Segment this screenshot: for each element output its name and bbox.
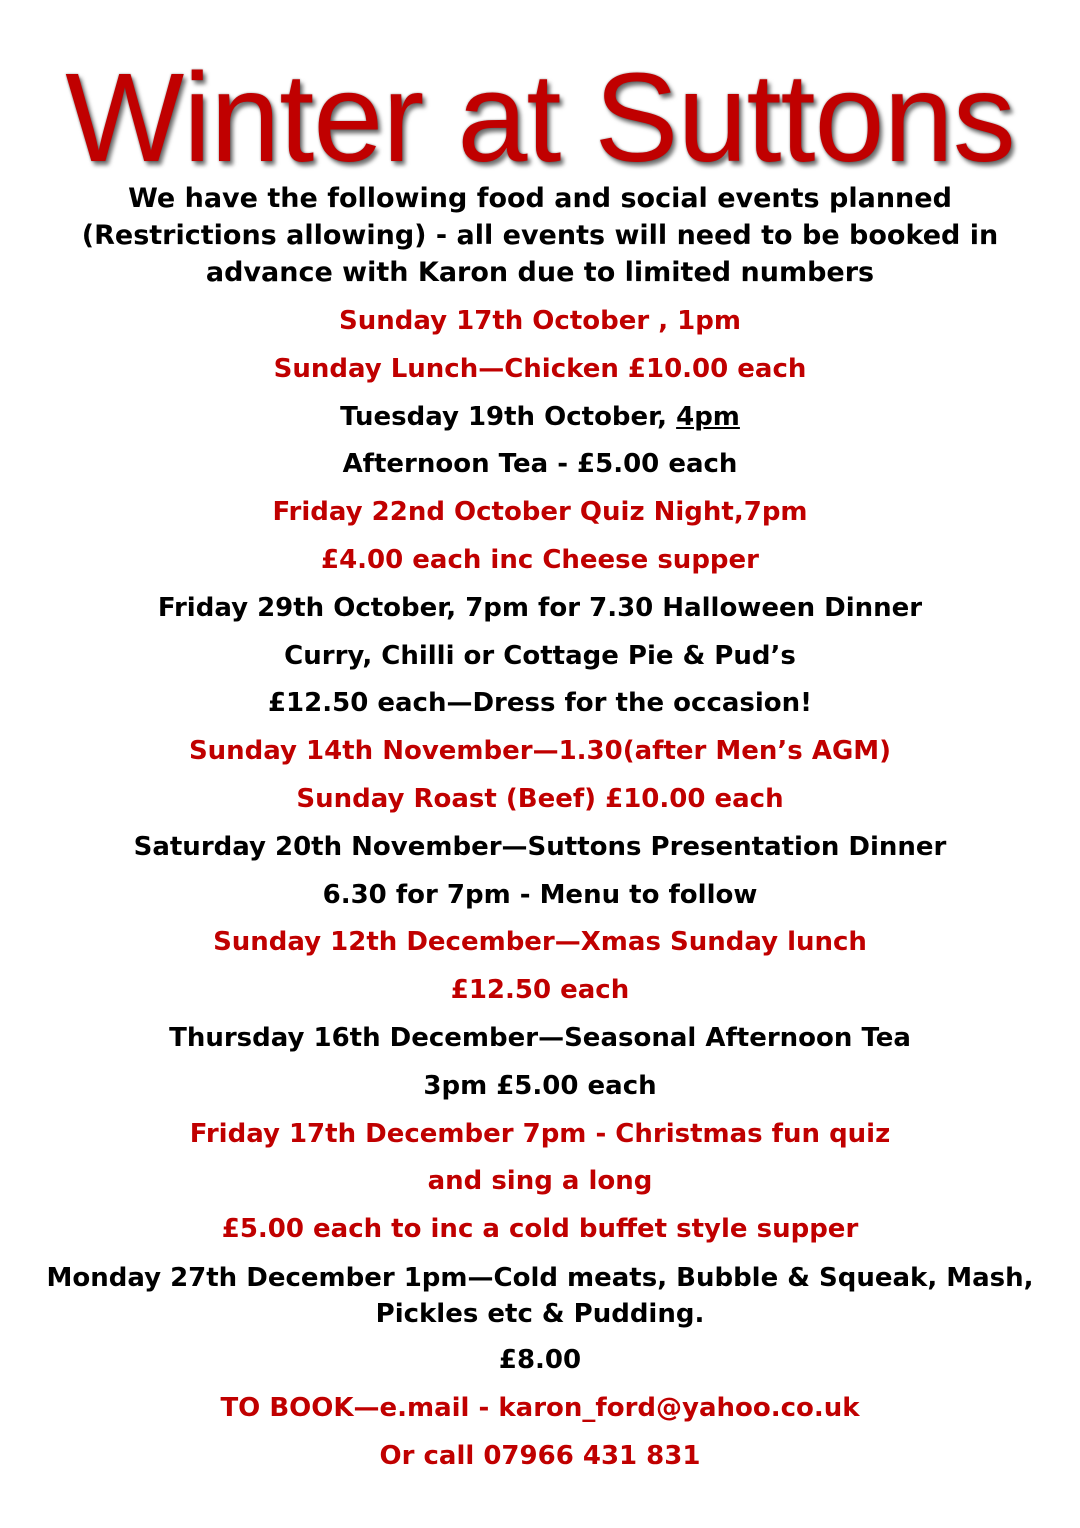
event-line-text: £8.00 <box>498 1344 582 1375</box>
event-line <box>0 633 1080 681</box>
event-line-text: Afternoon Tea - £5.00 each <box>342 449 738 480</box>
event-line <box>0 1254 1080 1337</box>
event-line <box>0 1385 1080 1433</box>
event-line-text: £4.00 each inc Cheese supper <box>320 544 759 575</box>
event-line-text: and sing a long <box>427 1166 653 1197</box>
event-line-text: Friday 29th October, 7pm for 7.30 Halloween Dinner <box>157 592 923 623</box>
event-line-underlined-time: 4pm <box>676 401 740 432</box>
event-line <box>0 680 1080 728</box>
event-line <box>0 919 1080 967</box>
event-line <box>0 537 1080 585</box>
event-line <box>0 824 1080 872</box>
event-line-text: 6.30 for 7pm - Menu to follow <box>322 879 758 910</box>
event-line-text: Monday 27th December 1pm—Cold meats, Bubble & Squeak, Mash, Pickles etc & Pudding. <box>46 1262 1034 1329</box>
event-line <box>0 728 1080 776</box>
event-line-text: Sunday Roast (Beef) £10.00 each <box>296 783 784 814</box>
event-line-text: £12.50 each <box>450 975 630 1006</box>
event-line <box>0 1158 1080 1206</box>
event-line-text: TO BOOK—e.mail - karon_ford@yahoo.co.uk <box>220 1392 860 1423</box>
event-line-text: Friday 17th December 7pm - Christmas fun quiz <box>189 1118 891 1149</box>
intro-text: We have the following food and social events planned (Restrictions allowing) - all events will need to be booked in advance with Karon due to limited numbers <box>81 183 999 288</box>
event-line-text: Or call 07966 431 831 <box>379 1440 701 1471</box>
event-line-text: £12.50 each—Dress for the occasion! <box>267 688 813 719</box>
event-line <box>0 346 1080 394</box>
event-line-text: Tuesday 19th October, <box>340 401 677 432</box>
event-list <box>0 298 1080 1480</box>
event-line-text: £5.00 each to inc a cold buffet style supper <box>221 1214 859 1245</box>
event-line-text: Thursday 16th December—Seasonal Afternoon Tea <box>169 1022 911 1053</box>
flyer-title: Winter at Suttons <box>65 47 1015 188</box>
event-line <box>0 1111 1080 1159</box>
event-line-text: 3pm £5.00 each <box>423 1070 657 1101</box>
event-line <box>0 967 1080 1015</box>
event-line-text: Friday 22nd October Quiz Night,7pm <box>272 497 808 528</box>
event-line <box>0 394 1080 442</box>
event-line <box>0 1337 1080 1385</box>
event-line-text: Curry, Chilli or Cottage Pie & Pud’s <box>284 640 796 671</box>
event-line-text: Saturday 20th November—Suttons Presentation Dinner <box>133 831 947 862</box>
event-line <box>0 441 1080 489</box>
event-line <box>0 298 1080 346</box>
event-line <box>0 585 1080 633</box>
event-line <box>0 1433 1080 1481</box>
event-line-text: Sunday 14th November—1.30(after Men’s AGM) <box>188 736 892 767</box>
event-line <box>0 1063 1080 1111</box>
event-line <box>0 1206 1080 1254</box>
event-line-text: Sunday 12th December—Xmas Sunday lunch <box>213 927 867 958</box>
event-line-text: Sunday Lunch—Chicken £10.00 each <box>273 353 807 384</box>
event-line <box>0 489 1080 537</box>
event-line <box>0 776 1080 824</box>
event-line <box>0 1015 1080 1063</box>
event-line-text: Sunday 17th October , 1pm <box>339 306 741 336</box>
event-line <box>0 872 1080 920</box>
